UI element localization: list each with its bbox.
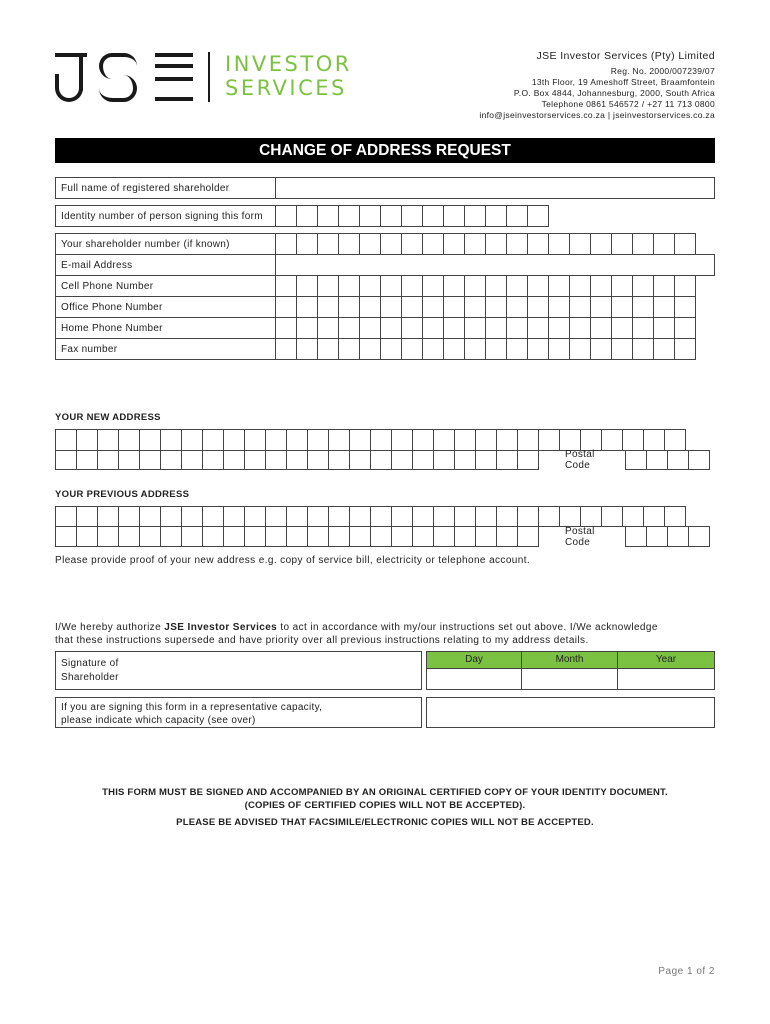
character-box[interactable] — [296, 205, 318, 227]
character-box[interactable] — [296, 275, 318, 297]
year-field[interactable] — [617, 668, 715, 690]
character-box[interactable] — [118, 429, 140, 451]
character-box[interactable] — [359, 296, 381, 318]
logo-investor-text: INVESTOR — [225, 52, 352, 76]
character-box[interactable] — [317, 233, 339, 255]
character-box[interactable] — [317, 275, 339, 297]
character-box[interactable] — [328, 429, 350, 451]
character-box[interactable] — [317, 317, 339, 339]
character-box[interactable] — [401, 296, 423, 318]
character-box[interactable] — [632, 296, 654, 318]
character-box[interactable] — [590, 317, 612, 339]
day-header: Day — [426, 651, 522, 669]
character-box[interactable] — [527, 205, 549, 227]
character-box[interactable] — [569, 317, 591, 339]
character-box[interactable] — [401, 233, 423, 255]
authorization-text: I/We hereby authorize JSE Investor Services to act in accordance with my/our instructions set out above. I/We acknowledge that these instructions supersede and have priority over all previous instructions relating to my address details. — [55, 622, 658, 646]
character-box[interactable] — [653, 275, 675, 297]
character-box[interactable] — [380, 275, 402, 297]
character-box[interactable] — [265, 450, 287, 470]
character-box[interactable] — [55, 506, 77, 527]
character-box[interactable] — [527, 338, 549, 360]
character-box[interactable] — [181, 526, 203, 547]
capacity-field[interactable] — [426, 697, 715, 728]
character-box[interactable] — [296, 296, 318, 318]
day-field[interactable] — [426, 668, 522, 690]
warning-line-1: THIS FORM MUST BE SIGNED AND ACCOMPANIED BY AN ORIGINAL CERTIFIED COPY OF YOUR IDENTITY DOCUMENT. — [102, 787, 668, 798]
character-box[interactable] — [569, 233, 591, 255]
character-box[interactable] — [76, 526, 98, 547]
character-box[interactable] — [380, 338, 402, 360]
character-box[interactable] — [338, 296, 360, 318]
character-box[interactable] — [370, 506, 392, 527]
character-box[interactable] — [443, 296, 465, 318]
character-box[interactable] — [580, 429, 602, 451]
cell-phone-grid[interactable] — [276, 276, 696, 297]
new-postal-code-grid[interactable] — [626, 451, 710, 470]
character-box[interactable] — [422, 205, 444, 227]
character-box[interactable] — [244, 506, 266, 527]
character-box[interactable] — [296, 233, 318, 255]
character-box[interactable] — [275, 296, 297, 318]
character-box[interactable] — [485, 205, 507, 227]
character-box[interactable] — [601, 506, 623, 527]
previous-address-title: YOUR PREVIOUS ADDRESS — [55, 489, 190, 500]
character-box[interactable] — [118, 506, 140, 527]
character-box[interactable] — [55, 526, 77, 547]
capacity-label-box — [55, 697, 422, 728]
character-box[interactable] — [202, 526, 224, 547]
character-box[interactable] — [538, 506, 560, 527]
character-box[interactable] — [160, 506, 182, 527]
character-box[interactable] — [611, 296, 633, 318]
character-box[interactable] — [338, 338, 360, 360]
character-box[interactable] — [559, 429, 581, 451]
character-box[interactable] — [349, 506, 371, 527]
character-box[interactable] — [244, 450, 266, 470]
character-box[interactable] — [454, 526, 476, 547]
character-box[interactable] — [97, 450, 119, 470]
character-box[interactable] — [485, 296, 507, 318]
character-box[interactable] — [359, 317, 381, 339]
character-box[interactable] — [485, 317, 507, 339]
character-box[interactable] — [548, 317, 570, 339]
character-box[interactable] — [139, 429, 161, 451]
character-box[interactable] — [359, 338, 381, 360]
character-box[interactable] — [307, 450, 329, 470]
character-box[interactable] — [265, 506, 287, 527]
character-box[interactable] — [611, 275, 633, 297]
home-phone-grid[interactable] — [276, 318, 696, 339]
character-box[interactable] — [506, 338, 528, 360]
character-box[interactable] — [569, 338, 591, 360]
month-header: Month — [521, 651, 618, 669]
email-label: E-mail Address — [55, 254, 276, 276]
character-box[interactable] — [139, 450, 161, 470]
character-box[interactable] — [422, 233, 444, 255]
year-header: Year — [617, 651, 715, 669]
character-box[interactable] — [653, 317, 675, 339]
character-box[interactable] — [664, 506, 686, 527]
character-box[interactable] — [275, 338, 297, 360]
character-box[interactable] — [646, 526, 668, 547]
authorization-company: JSE Investor Services — [164, 622, 278, 633]
character-box[interactable] — [118, 450, 140, 470]
character-box[interactable] — [139, 526, 161, 547]
character-box[interactable] — [55, 450, 77, 470]
character-box[interactable] — [643, 429, 665, 451]
character-box[interactable] — [601, 429, 623, 451]
character-box[interactable] — [328, 506, 350, 527]
character-box[interactable] — [590, 233, 612, 255]
character-box[interactable] — [475, 429, 497, 451]
character-box[interactable] — [646, 450, 668, 470]
character-box[interactable] — [286, 506, 308, 527]
capacity-label-line-2: please indicate which capacity (see over) — [61, 715, 256, 726]
character-box[interactable] — [688, 526, 710, 547]
character-box[interactable] — [643, 506, 665, 527]
character-box[interactable] — [569, 296, 591, 318]
character-box[interactable] — [496, 450, 518, 470]
character-box[interactable] — [317, 338, 339, 360]
character-box[interactable] — [296, 317, 318, 339]
character-box[interactable] — [454, 450, 476, 470]
character-box[interactable] — [317, 296, 339, 318]
character-box[interactable] — [548, 233, 570, 255]
character-box[interactable] — [674, 275, 696, 297]
character-box[interactable] — [475, 526, 497, 547]
warning-line-3: PLEASE BE ADVISED THAT FACSIMILE/ELECTRONIC COPIES WILL NOT BE ACCEPTED. — [176, 817, 594, 828]
character-box[interactable] — [548, 296, 570, 318]
character-box[interactable] — [527, 296, 549, 318]
signature-label-line-2: Shareholder — [61, 672, 119, 683]
character-box[interactable] — [506, 205, 528, 227]
character-box[interactable] — [76, 429, 98, 451]
character-box[interactable] — [412, 526, 434, 547]
capacity-label-line-1: If you are signing this form in a representative capacity, — [61, 702, 323, 713]
character-box[interactable] — [349, 429, 371, 451]
character-box[interactable] — [622, 429, 644, 451]
character-box[interactable] — [475, 450, 497, 470]
character-box[interactable] — [401, 317, 423, 339]
character-box[interactable] — [391, 429, 413, 451]
page-number: Page 1 of 2 — [658, 966, 715, 977]
shareholder-number-grid[interactable] — [276, 234, 696, 255]
office-phone-grid[interactable] — [276, 297, 696, 318]
character-box[interactable] — [275, 275, 297, 297]
character-box[interactable] — [370, 526, 392, 547]
character-box[interactable] — [181, 506, 203, 527]
character-box[interactable] — [527, 317, 549, 339]
character-box[interactable] — [118, 526, 140, 547]
character-box[interactable] — [688, 450, 710, 470]
character-box[interactable] — [538, 429, 560, 451]
character-box[interactable] — [349, 450, 371, 470]
character-box[interactable] — [223, 506, 245, 527]
character-box[interactable] — [485, 275, 507, 297]
character-box[interactable] — [412, 506, 434, 527]
character-box[interactable] — [401, 338, 423, 360]
character-box[interactable] — [548, 275, 570, 297]
fax-label: Fax number — [55, 338, 276, 360]
character-box[interactable] — [296, 338, 318, 360]
character-box[interactable] — [307, 526, 329, 547]
company-info — [355, 50, 715, 121]
character-box[interactable] — [244, 526, 266, 547]
character-box[interactable] — [517, 429, 539, 451]
character-box[interactable] — [422, 275, 444, 297]
email-field[interactable] — [275, 254, 715, 276]
character-box[interactable] — [317, 205, 339, 227]
character-box[interactable] — [454, 429, 476, 451]
character-box[interactable] — [422, 317, 444, 339]
character-box[interactable] — [244, 429, 266, 451]
character-box[interactable] — [653, 296, 675, 318]
character-box[interactable] — [632, 233, 654, 255]
character-box[interactable] — [422, 338, 444, 360]
character-box[interactable] — [443, 275, 465, 297]
character-box[interactable] — [160, 429, 182, 451]
character-box[interactable] — [380, 296, 402, 318]
character-box[interactable] — [328, 450, 350, 470]
character-box[interactable] — [433, 506, 455, 527]
authorization-line-2: that these instructions supersede and have priority over all previous instructions relating to my address details. — [55, 635, 589, 646]
character-box[interactable] — [76, 450, 98, 470]
character-box[interactable] — [307, 506, 329, 527]
character-box[interactable] — [632, 317, 654, 339]
web-contact: info@jseinvestorservices.co.za | jseinvestorservices.co.za — [479, 110, 715, 120]
full-name-label: Full name of registered shareholder — [55, 177, 276, 199]
character-box[interactable] — [496, 429, 518, 451]
character-box[interactable] — [590, 296, 612, 318]
character-box[interactable] — [611, 233, 633, 255]
character-box[interactable] — [559, 506, 581, 527]
character-box[interactable] — [97, 429, 119, 451]
signature-label-line-1: Signature of — [61, 658, 119, 669]
form-title: CHANGE OF ADDRESS REQUEST — [55, 138, 715, 163]
jse-logo — [55, 50, 355, 105]
previous-address-line-2[interactable] — [56, 527, 539, 547]
character-box[interactable] — [370, 429, 392, 451]
identity-number-grid[interactable] — [276, 206, 549, 227]
month-field[interactable] — [521, 668, 618, 690]
office-phone-label: Office Phone Number — [55, 296, 276, 318]
character-box[interactable] — [307, 429, 329, 451]
character-box[interactable] — [286, 450, 308, 470]
character-box[interactable] — [55, 429, 77, 451]
character-box[interactable] — [181, 429, 203, 451]
character-box[interactable] — [338, 233, 360, 255]
character-box[interactable] — [160, 526, 182, 547]
character-box[interactable] — [464, 338, 486, 360]
character-box[interactable] — [580, 506, 602, 527]
character-box[interactable] — [286, 429, 308, 451]
home-phone-label: Home Phone Number — [55, 317, 276, 339]
character-box[interactable] — [380, 233, 402, 255]
character-box[interactable] — [632, 275, 654, 297]
character-box[interactable] — [223, 429, 245, 451]
character-box[interactable] — [139, 506, 161, 527]
character-box[interactable] — [632, 338, 654, 360]
reg-no: Reg. No. 2000/007239/07 — [610, 66, 715, 76]
character-box[interactable] — [422, 296, 444, 318]
character-box[interactable] — [275, 205, 297, 227]
new-postal-code-label: Postal Code — [565, 449, 595, 471]
character-box[interactable] — [160, 450, 182, 470]
character-box[interactable] — [475, 506, 497, 527]
address-line-2: P.O. Box 4844, Johannesburg, 2000, South Africa — [513, 88, 715, 98]
character-box[interactable] — [674, 233, 696, 255]
character-box[interactable] — [401, 275, 423, 297]
character-box[interactable] — [667, 526, 689, 547]
shareholder-number-label: Your shareholder number (if known) — [55, 233, 276, 255]
telephone: Telephone 0861 546572 / +27 11 713 0800 — [541, 99, 715, 109]
character-box[interactable] — [464, 317, 486, 339]
character-box[interactable] — [433, 450, 455, 470]
company-name: JSE Investor Services (Pty) Limited — [536, 50, 715, 62]
character-box[interactable] — [97, 506, 119, 527]
character-box[interactable] — [674, 338, 696, 360]
character-box[interactable] — [443, 317, 465, 339]
previous-address-line-1[interactable] — [56, 507, 686, 527]
character-box[interactable] — [338, 317, 360, 339]
character-box[interactable] — [76, 506, 98, 527]
identity-number-label: Identity number of person signing this form — [55, 205, 276, 227]
character-box[interactable] — [401, 205, 423, 227]
character-box[interactable] — [464, 275, 486, 297]
character-box[interactable] — [527, 275, 549, 297]
character-box[interactable] — [590, 338, 612, 360]
character-box[interactable] — [265, 526, 287, 547]
character-box[interactable] — [622, 506, 644, 527]
character-box[interactable] — [506, 275, 528, 297]
character-box[interactable] — [506, 317, 528, 339]
character-box[interactable] — [412, 429, 434, 451]
character-box[interactable] — [527, 233, 549, 255]
character-box[interactable] — [359, 205, 381, 227]
address-line-1: 13th Floor, 19 Ameshoff Street, Braamfontein — [531, 77, 715, 87]
fax-grid[interactable] — [276, 339, 696, 360]
character-box[interactable] — [625, 450, 647, 470]
character-box[interactable] — [359, 275, 381, 297]
character-box[interactable] — [674, 317, 696, 339]
signature-field[interactable] — [55, 651, 422, 690]
character-box[interactable] — [485, 338, 507, 360]
character-box[interactable] — [349, 526, 371, 547]
cell-phone-label: Cell Phone Number — [55, 275, 276, 297]
character-box[interactable] — [286, 526, 308, 547]
warning-line-2: (COPIES OF CERTIFIED COPIES WILL NOT BE ACCEPTED). — [244, 800, 526, 811]
character-box[interactable] — [391, 526, 413, 547]
character-box[interactable] — [464, 296, 486, 318]
character-box[interactable] — [548, 338, 570, 360]
character-box[interactable] — [485, 233, 507, 255]
character-box[interactable] — [443, 338, 465, 360]
character-box[interactable] — [380, 317, 402, 339]
character-box[interactable] — [590, 275, 612, 297]
character-box[interactable] — [202, 450, 224, 470]
character-box[interactable] — [380, 205, 402, 227]
character-box[interactable] — [517, 450, 539, 470]
character-box[interactable] — [275, 317, 297, 339]
character-box[interactable] — [611, 338, 633, 360]
new-address-title: YOUR NEW ADDRESS — [55, 412, 161, 423]
character-box[interactable] — [328, 526, 350, 547]
previous-postal-code-grid[interactable] — [626, 527, 710, 547]
character-box[interactable] — [464, 233, 486, 255]
character-box[interactable] — [433, 429, 455, 451]
character-box[interactable] — [674, 296, 696, 318]
character-box[interactable] — [338, 205, 360, 227]
character-box[interactable] — [370, 450, 392, 470]
character-box[interactable] — [412, 450, 434, 470]
character-box[interactable] — [667, 450, 689, 470]
character-box[interactable] — [223, 526, 245, 547]
character-box[interactable] — [506, 233, 528, 255]
character-box[interactable] — [202, 429, 224, 451]
character-box[interactable] — [443, 205, 465, 227]
character-box[interactable] — [97, 526, 119, 547]
character-box[interactable] — [202, 506, 224, 527]
character-box[interactable] — [496, 506, 518, 527]
character-box[interactable] — [611, 317, 633, 339]
character-box[interactable] — [359, 233, 381, 255]
character-box[interactable] — [433, 526, 455, 547]
character-box[interactable] — [625, 526, 647, 547]
character-box[interactable] — [664, 429, 686, 451]
character-box[interactable] — [391, 506, 413, 527]
character-box[interactable] — [653, 233, 675, 255]
character-box[interactable] — [569, 275, 591, 297]
character-box[interactable] — [506, 296, 528, 318]
proof-note: Please provide proof of your new address e.g. copy of service bill, electricity or telephone account. — [55, 555, 531, 566]
previous-postal-code-label: Postal Code — [565, 526, 595, 548]
new-address-line-1[interactable] — [56, 430, 686, 451]
character-box[interactable] — [464, 205, 486, 227]
full-name-field[interactable] — [275, 177, 715, 199]
character-box[interactable] — [517, 526, 539, 547]
character-box[interactable] — [181, 450, 203, 470]
character-box[interactable] — [517, 506, 539, 527]
character-box[interactable] — [275, 233, 297, 255]
character-box[interactable] — [496, 526, 518, 547]
character-box[interactable] — [454, 506, 476, 527]
character-box[interactable] — [338, 275, 360, 297]
logo-services-text: SERVICES — [225, 76, 347, 100]
character-box[interactable] — [265, 429, 287, 451]
character-box[interactable] — [223, 450, 245, 470]
character-box[interactable] — [653, 338, 675, 360]
new-address-line-2[interactable] — [56, 451, 539, 470]
character-box[interactable] — [443, 233, 465, 255]
character-box[interactable] — [391, 450, 413, 470]
